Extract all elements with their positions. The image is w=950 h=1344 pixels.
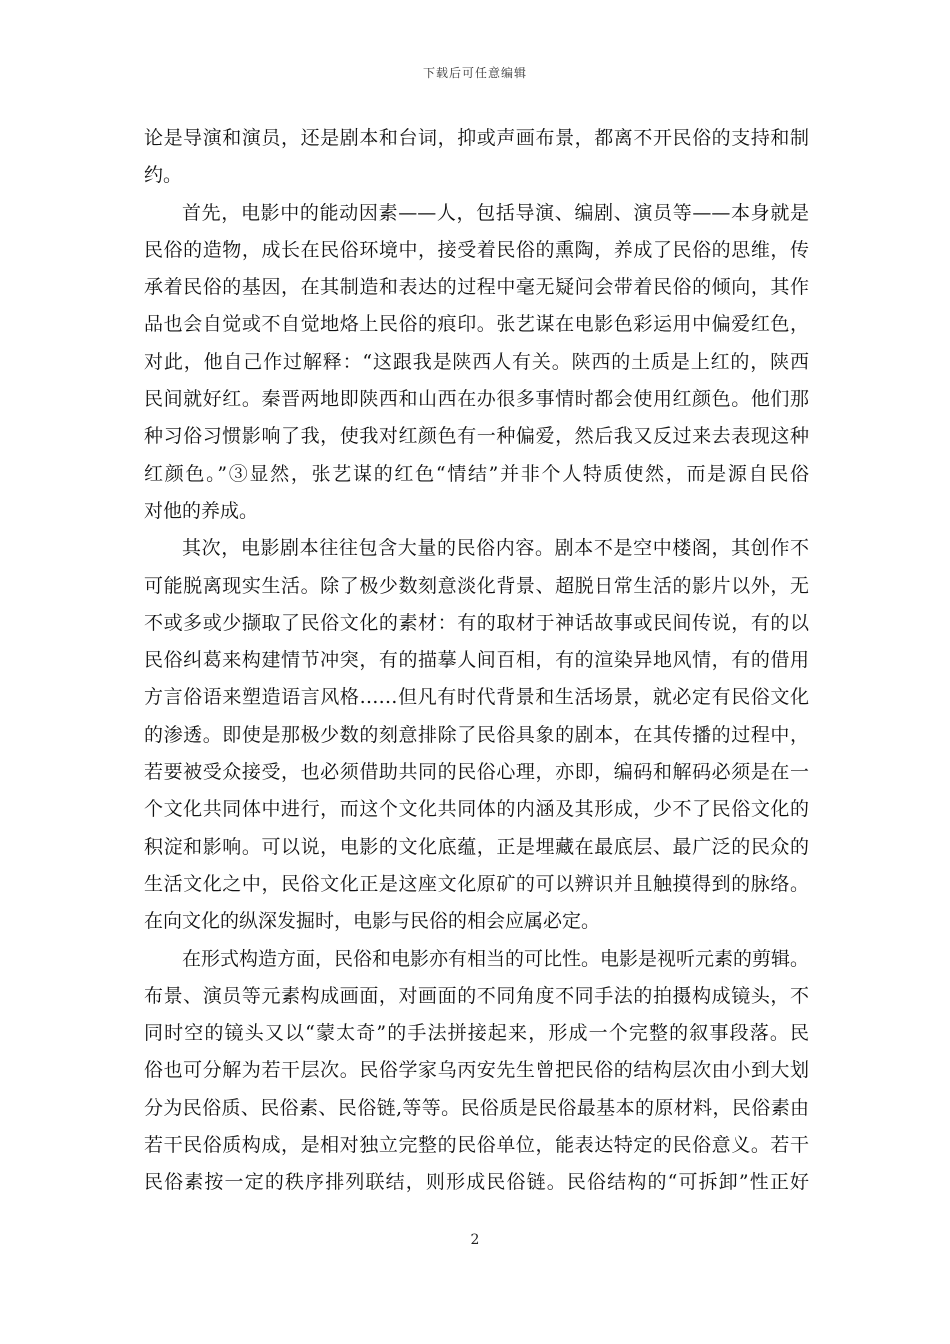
text-line: 种习俗习惯影响了我，使我对红颜色有一种偏爱，然后我又反过来去表现这种 (144, 425, 809, 448)
text-line: 承着民俗的基因，在其制造和表达的过程中毫无疑问会带着民俗的倾向，其作 (144, 276, 809, 299)
text-line: 方言俗语来塑造语言风格……但凡有时代背景和生活场景，就必定有民俗文化 (144, 686, 809, 709)
document-body (144, 120, 809, 1202)
text-line: 同时空的镜头又以“蒙太奇”的手法拼接起来，形成一个完整的叙事段落。民 (144, 1022, 809, 1045)
text-line: 民俗的造物，成长在民俗环境中，接受着民俗的熏陶，养成了民俗的思维，传 (144, 238, 809, 261)
text-line: 积淀和影响。可以说，电影的文化底蕴，正是埋藏在最底层、最广泛的民众的 (144, 835, 809, 858)
text-line: 论是导演和演员，还是剧本和台词，抑或声画布景，都离不开民俗的支持和制 (144, 127, 809, 149)
text-line: 的渗透。即使是那极少数的刻意排除了民俗具象的剧本，在其传播的过程中， (144, 723, 809, 746)
text-line: 分为民俗质、民俗素、民俗链,等等。民俗质是民俗最基本的原材料，民俗素由 (144, 1096, 809, 1119)
text-line: 个文化共同体中进行，而这个文化共同体的内涵及其形成，少不了民俗文化的 (144, 798, 809, 821)
text-line: 若干民俗质构成，是相对独立完整的民俗单位，能表达特定的民俗意义。若干 (144, 1134, 809, 1157)
text-line: 可能脱离现实生活。除了极少数刻意淡化背景、超脱日常生活的影片以外，无 (144, 574, 809, 597)
text-line: 品也会自觉或不自觉地烙上民俗的痕印。张艺谋在电影色彩运用中偏爱红色， (144, 313, 809, 336)
text-line: 民间就好红。秦晋两地即陕西和山西在办很多事情时都会使用红颜色。他们那 (144, 388, 809, 411)
text-line: 民俗素按一定的秩序排列联结，则形成民俗链。民俗结构的“可拆卸”性正好 (144, 1171, 809, 1194)
text-line: 若要被受众接受，也必须借助共同的民俗心理，亦即，编码和解码必须是在一 (144, 761, 809, 784)
text-line: 不或多或少撷取了民俗文化的素材：有的取材于神话故事或民间传说，有的以 (144, 611, 809, 634)
text-line: 在向文化的纵深发掘时，电影与民俗的相会应属必定。 (144, 910, 601, 933)
text-line: 民俗纠葛来构建情节冲突，有的描摹人间百相，有的渲染异地风情，有的借用 (144, 649, 809, 672)
paragraph-first-line: 其次，电影剧本往往包含大量的民俗内容。剧本不是空中楼阁，其创作不 (182, 537, 809, 560)
text-line: 对他的养成。 (144, 499, 259, 522)
text-line: 红颜色。”③显然，张艺谋的红色“情结”并非个人特质使然，而是源自民俗 (144, 462, 809, 485)
page-number: 2 (470, 1232, 480, 1248)
text-line: 对此，他自己作过解释：“这跟我是陕西人有关。陕西的土质是上红的，陕西 (144, 350, 809, 373)
text-line: 约。 (144, 164, 183, 187)
text-line: 俗也可分解为若干层次。民俗学家乌丙安先生曾把民俗的结构层次由小到大划 (144, 1059, 809, 1082)
text-line: 布景、演员等元素构成画面，对画面的不同角度不同手法的拍摄构成镜头，不 (144, 984, 809, 1007)
paragraph-first-line: 在形式构造方面，民俗和电影亦有相当的可比性。电影是视听元素的剪辑。 (182, 947, 810, 970)
paragraph-first-line: 首先，电影中的能动因素——人，包括导演、编剧、演员等——本身就是 (182, 201, 809, 224)
page-header: 下载后可任意编辑 (422, 66, 527, 80)
text-line: 生活文化之中，民俗文化正是这座文化原矿的可以辨识并且触摸得到的脉络。 (144, 872, 809, 895)
